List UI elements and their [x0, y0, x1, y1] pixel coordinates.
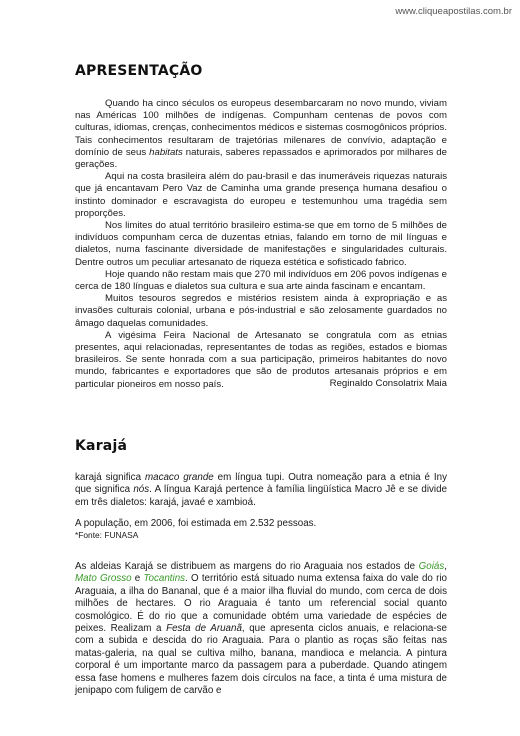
- karaja-body: [75, 561, 447, 697]
- karaja-intro: [75, 472, 447, 509]
- section-title-apresentacao: APRESENTAÇÃO: [75, 63, 203, 79]
- section-title-karaja: Karajá: [75, 438, 128, 454]
- paragraph: A população, em 2006, foi estimada em 2.532 pessoas.: [75, 518, 317, 529]
- site-watermark: www.cliqueapostilas.com.br: [395, 6, 512, 17]
- text-run: , que apresenta ciclos anuais, e relaciona-se com a subida e descida do rio Araguaia. Para o plantio as roças são feitas nas matas-galeria, na qual se cultiva milho, banana, mandioca e melancia. A pintura corporal é um importante marco da passagem para a puberdade. Quando atingem essa fase homens e mulheres fazem dois círculos na face, a tinta é uma mistura de jenipapo com fuligem de carvão e: [75, 623, 447, 697]
- text-run: . O território está situado numa extensa faixa do vale do rio Araguaia, a ilha do Bananal, que é a maior ilha fluvial do mundo, com cerca de dois milhões de hectares. O rio Araguaia é tanto um referencial social quanto cosmológico. É do rio que a comunidade obtém uma variedade de espécies de peixes. Realizam a: [75, 573, 447, 635]
- paragraph: Muitos tesouros segredos e mistérios resistem ainda à expropriação e as invasões culturais colonial, urbana e pós-industrial e são zelosamente guardados no âmago daquelas comunidades.: [75, 293, 447, 329]
- paragraph: Nos limites do atual território brasileiro estima-se que em torno de 5 milhões de indivíduos compunham cerca de duzentas etnias, falando em torno de mil línguas e dialetos, numa fascinante diversidade de manifestações e singularidades culturais. Dentre outros um peculiar artesanato de riqueza estética e sofisticado fabrico.: [75, 220, 447, 268]
- text-run: em língua tupi. Outra nomeação para a etnia é Iny que significa: [75, 472, 448, 496]
- karaja-population: [75, 518, 447, 540]
- text-run-italic: habitats: [149, 146, 183, 158]
- text-run-italic: nós: [133, 484, 150, 496]
- text-run: e: [131, 573, 144, 585]
- signature: Reginaldo Consolatrix Maia: [329, 378, 447, 389]
- paragraph: [75, 98, 447, 171]
- paragraph: Aqui na costa brasileira além do pau-brasil e das inumeráveis riquezas naturais que já encantavam Pero Vaz de Caminha uma grande presença humana desafiou o instinto dominador e escravagista do europeu e testemunhou uma tragédia sem proporções.: [75, 171, 447, 219]
- paragraph: A vigésima Feira Nacional de Artesanato se congratula com as etnias presentes, aqui relacionadas, representantes de todas as regiões, estados e biomas brasileiros. Se sente honrada com a sua participação, primeiros habitantes do novo mundo, fabricantes e exportadores que são de produtos artesanais próprios e em particular pioneiros em nosso país.: [75, 329, 447, 390]
- text-run: Quando ha cinco séculos os europeus desembarcaram no novo mundo, viviam nas Américas 100 milhões de indígenas. Compunham centenas de povos com culturas, idiomas, crenças, conhecimentos médicos e sistemas cosmogônicos próprios. Tais conhecimentos resultaram de trajetórias milenares de convívio, adaptação e domínio de seus: [75, 98, 447, 158]
- text-run: As aldeias Karajá se distribuem as margens do rio Araguaia nos estados de: [75, 561, 419, 572]
- text-run-italic: Festa de Aruanã: [166, 623, 242, 635]
- text-run: karajá significa: [75, 472, 145, 483]
- source-note: *Fonte: FUNASA: [75, 530, 139, 541]
- paragraph: Hoje quando não restam mais que 270 mil indivíduos em 206 povos indígenas e cerca de 180 línguas e dialetos sua cultura e sua arte ainda fascinam e encantam.: [75, 268, 447, 293]
- link-goias[interactable]: Goiás: [418, 561, 445, 572]
- paragraph: [75, 561, 447, 697]
- text-run: naturais, saberes repassados e aprimorados por milhares de gerações.: [75, 146, 447, 171]
- link-tocantins[interactable]: Tocantins: [143, 573, 186, 585]
- link-mato-grosso[interactable]: Mato Grosso: [75, 573, 132, 585]
- apresentacao-body: [75, 98, 447, 391]
- text-run-italic: macaco grande: [144, 472, 214, 483]
- paragraph: [75, 472, 447, 509]
- text-run: . A língua Karajá pertence à família lingüística Macro Jê e se divide em três dialetos: karajá, javaé e xambioá.: [75, 484, 447, 508]
- text-run: ,: [444, 561, 447, 572]
